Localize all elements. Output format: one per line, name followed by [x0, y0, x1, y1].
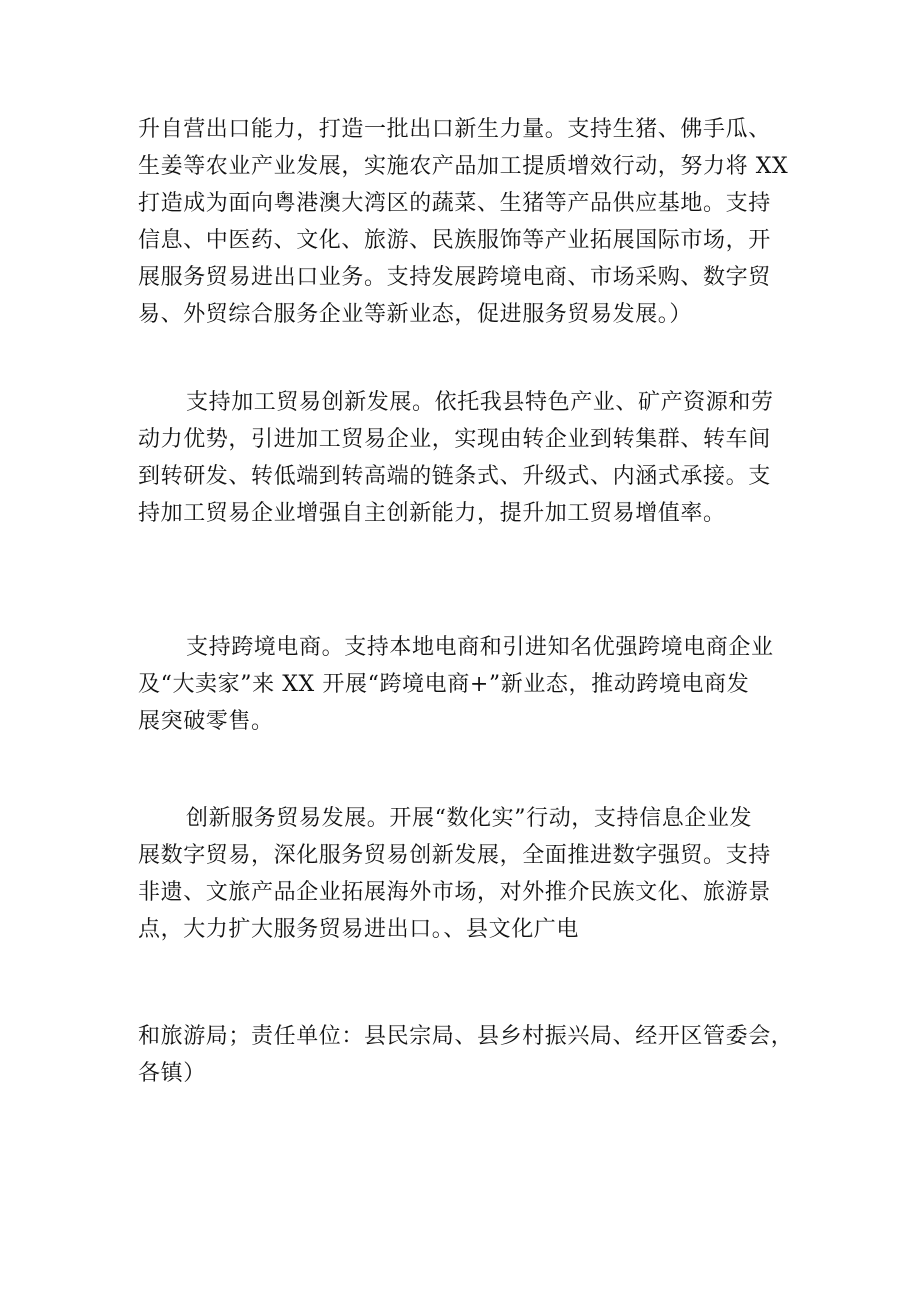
- text-line: 持加工贸易企业增强自主创新能力，提升加工贸易增值率。: [138, 501, 726, 526]
- text-line: 信息、中医药、文化、旅游、民族服饰等产业拓展国际市场，开: [138, 228, 771, 253]
- paragraph-responsible-units: [138, 1018, 794, 1092]
- paragraph-cross-border-ecommerce: [138, 629, 788, 740]
- text-line: 创新服务贸易发展。开展“数化实”行动，支持信息企业发: [186, 806, 753, 831]
- text-line: 升自营出口能力，打造一批出口新生力量。支持生猪、佛手瓜、: [138, 117, 771, 142]
- text-line: 各镇）: [138, 1061, 206, 1086]
- text-line: 及“大卖家”来 XX 开展“跨境电商+”新业态，推动跨境电商发: [138, 672, 750, 697]
- text-line: 打造成为面向粤港澳大湾区的蔬菜、生猪等产品供应基地。支持: [138, 191, 771, 216]
- text-line: 非遗、文旅产品企业拓展海外市场，对外推介民族文化、旅游景: [138, 880, 771, 905]
- text-line: 展数字贸易，深化服务贸易创新发展，全面推进数字强贸。支持: [138, 843, 771, 868]
- text-line: 动力优势，引进加工贸易企业，实现由转企业到转集群、转车间: [138, 427, 771, 452]
- text-line: 支持加工贸易创新发展。依托我县特色产业、矿产资源和劳: [186, 390, 774, 415]
- text-line: 易、外贸综合服务企业等新业态，促进服务贸易发展。）: [138, 302, 693, 327]
- text-line: 展服务贸易进出口业务。支持发展跨境电商、市场采购、数字贸: [138, 265, 771, 290]
- text-line: 点，大力扩大服务贸易进出口。、县文化广电: [138, 917, 580, 942]
- text-line: 生姜等农业产业发展，实施农产品加工提质增效行动，努力将 XX: [138, 154, 789, 179]
- paragraph-export-support: [138, 111, 788, 333]
- text-line: 支持跨境电商。支持本地电商和引进知名优强跨境电商企业: [186, 635, 774, 660]
- text-line: 展突破零售。: [138, 709, 274, 734]
- text-line: 和旅游局；责任单位：县民宗局、县乡村振兴局、经开区管委会，: [138, 1024, 794, 1049]
- paragraph-service-trade: [138, 800, 788, 948]
- paragraph-processing-trade: [138, 384, 788, 532]
- text-line: 到转研发、转低端到转高端的链条式、升级式、内涵式承接。支: [138, 464, 771, 489]
